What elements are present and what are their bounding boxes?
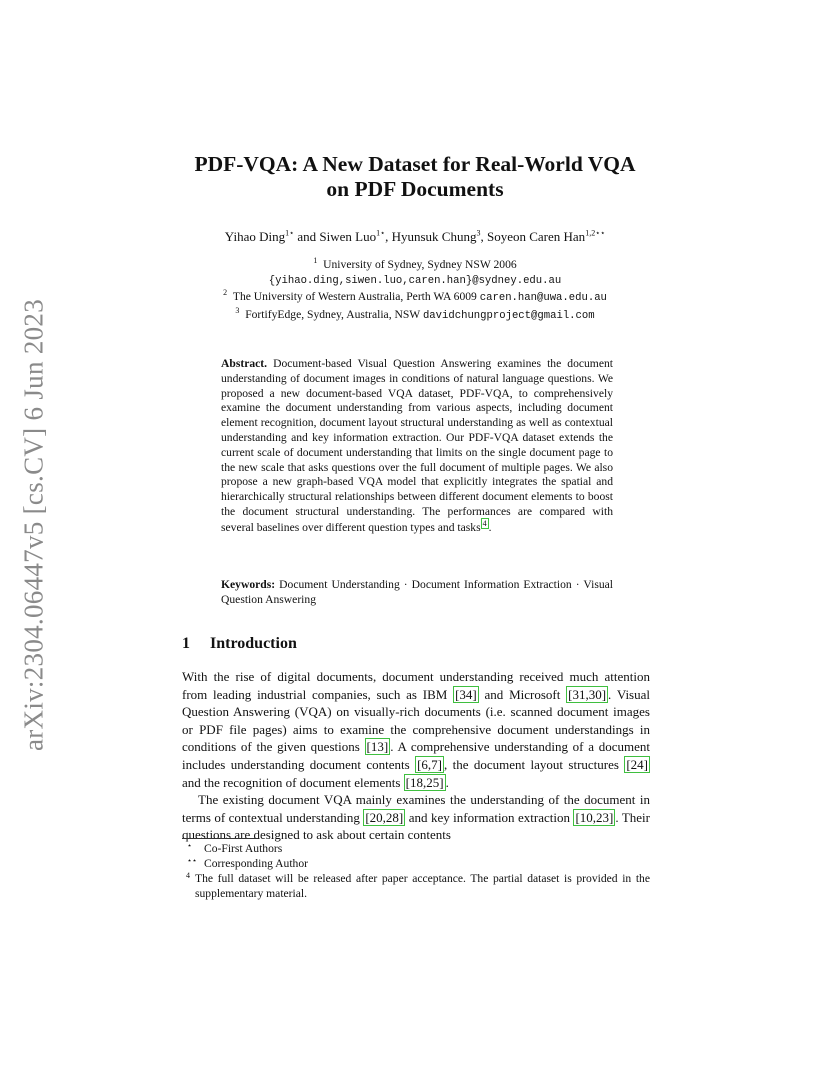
section-heading [182, 635, 297, 653]
affiliation-number: 2 [223, 288, 228, 298]
affiliation-3 [160, 307, 670, 324]
author-sup: 1⋆ [376, 228, 386, 238]
title-line-1: PDF-VQA: A New Dataset for Real-World VQA [194, 152, 636, 176]
footnote [182, 841, 650, 856]
author-name: Siwen Luo [319, 229, 377, 244]
body-text: , the document layout structures [444, 756, 625, 772]
footnote-mark: 4 [186, 871, 190, 880]
footnote [182, 856, 650, 871]
affiliation-1 [160, 257, 670, 272]
keywords [221, 578, 613, 608]
abstract-label: Abstract. [221, 357, 268, 370]
citation-link[interactable]: [31,30] [568, 686, 607, 702]
abstract-period: . [488, 520, 492, 534]
author-sep: , [385, 229, 392, 244]
affiliation-1-email [160, 272, 670, 289]
citation-link[interactable]: [6,7] [417, 756, 442, 772]
affiliation-number: 3 [235, 305, 240, 315]
citation-link[interactable]: [10,23] [575, 809, 614, 825]
author-sep: and [294, 229, 320, 244]
section-title-text: Introduction [210, 635, 297, 652]
footnote-text: The full dataset will be released after paper acceptance. The partial dataset is provided in the supplementary material. [195, 872, 650, 900]
body-text: and Microsoft [478, 686, 567, 702]
body-text: and the recognition of document elements [182, 774, 404, 790]
body-text: With the rise of digital documents, document understanding received much attention from leading industrial companies, such as IBM [182, 669, 650, 702]
body-text: . A comprehensive understanding of a document includes understanding document contents [182, 739, 650, 772]
keywords-label: Keywords: [221, 578, 276, 591]
author-sup: 1,2⋆⋆ [585, 228, 606, 238]
footnote [182, 871, 650, 901]
email-address: caren.han@uwa.edu.au [479, 292, 607, 305]
affiliation-text: FortifyEdge, Sydney, Australia, NSW [245, 307, 421, 321]
section-number: 1 [182, 635, 190, 652]
body-text: The existing document VQA mainly examines the understanding of the document in terms of contextual understanding [182, 792, 650, 825]
footnote-mark: ⋆⋆ [187, 856, 198, 865]
affiliation-number: 1 [313, 256, 318, 266]
author-name: Soyeon Caren Han [486, 229, 586, 244]
footnote-text: Co-First Authors [204, 842, 283, 855]
citation-link[interactable]: [18,25] [405, 774, 444, 790]
author-sup: 1⋆ [285, 228, 295, 238]
intro-paragraph-2 [182, 791, 650, 844]
body-text: and key information extraction [405, 809, 574, 825]
author-name: Hyunsuk Chung [391, 229, 477, 244]
paper-title [160, 152, 670, 202]
introduction-body [182, 668, 650, 844]
arxiv-identifier: arXiv:2304.06447v5 [cs.CV] 6 Jun 2023 [18, 298, 49, 752]
author-list [160, 229, 670, 245]
body-text: . Their questions are designed to ask about certain contents [182, 809, 650, 843]
keywords-text: Document Understanding · Document Information Extraction · Visual Question Answering [221, 578, 614, 606]
footnote-ref-link[interactable]: 4 [482, 518, 487, 528]
author-sup: 3 [476, 228, 481, 238]
arxiv-side-stamp [12, 296, 56, 754]
title-line-2: on PDF Documents [326, 177, 504, 201]
footnote-text: Corresponding Author [204, 857, 309, 870]
affiliation-text: The University of Western Australia, Perth WA 6009 [232, 290, 477, 304]
affiliations [160, 257, 670, 324]
author-name: Yihao Ding [224, 229, 286, 244]
footnote-divider [182, 838, 258, 839]
body-text: . [445, 774, 449, 790]
abstract [221, 357, 613, 535]
author-sep: , [480, 229, 487, 244]
affiliation-text: University of Sydney, Sydney NSW 2006 [323, 258, 517, 271]
body-text: . Visual Question Answering (VQA) on visually-rich documents (i.e. scanned document images or PDF file pages) aims to examine the comprehensive document understandings in conditions of the given questions [182, 686, 650, 755]
citation-link[interactable]: [24] [626, 756, 648, 772]
footnotes [182, 841, 650, 901]
email-address: {yihao.ding,siwen.luo,caren.han}@sydney.edu.au [268, 275, 562, 288]
footnote-mark: ⋆ [187, 841, 193, 850]
affiliation-2 [160, 289, 670, 306]
email-address: davidchungproject@gmail.com [422, 309, 595, 322]
citation-link[interactable]: [20,28] [365, 809, 404, 825]
citation-link[interactable]: [34] [455, 686, 477, 702]
citation-link[interactable]: [13] [366, 739, 389, 755]
intro-paragraph-1 [182, 668, 650, 791]
abstract-text: Document-based Visual Question Answering examines the document understanding of document images in conditions of natural language questions. We proposed a new document-based VQA dataset, PDF-VQA, to comprehensively examine the document understanding from various aspects, including document element recognition, document layout structural understanding as well as contextual understanding and key information extraction. Our PDF-VQA dataset extends the current scale of document understanding that limits on the single document page to the new scale that asks questions over the full document of multiple pages. We also propose a new graph-based VQA model that explicitly integrates the spatial and hierarchically structural relationships between different document elements to boost the document structural understanding. The performances are compared with several baselines over different question types and tasks [221, 357, 613, 534]
